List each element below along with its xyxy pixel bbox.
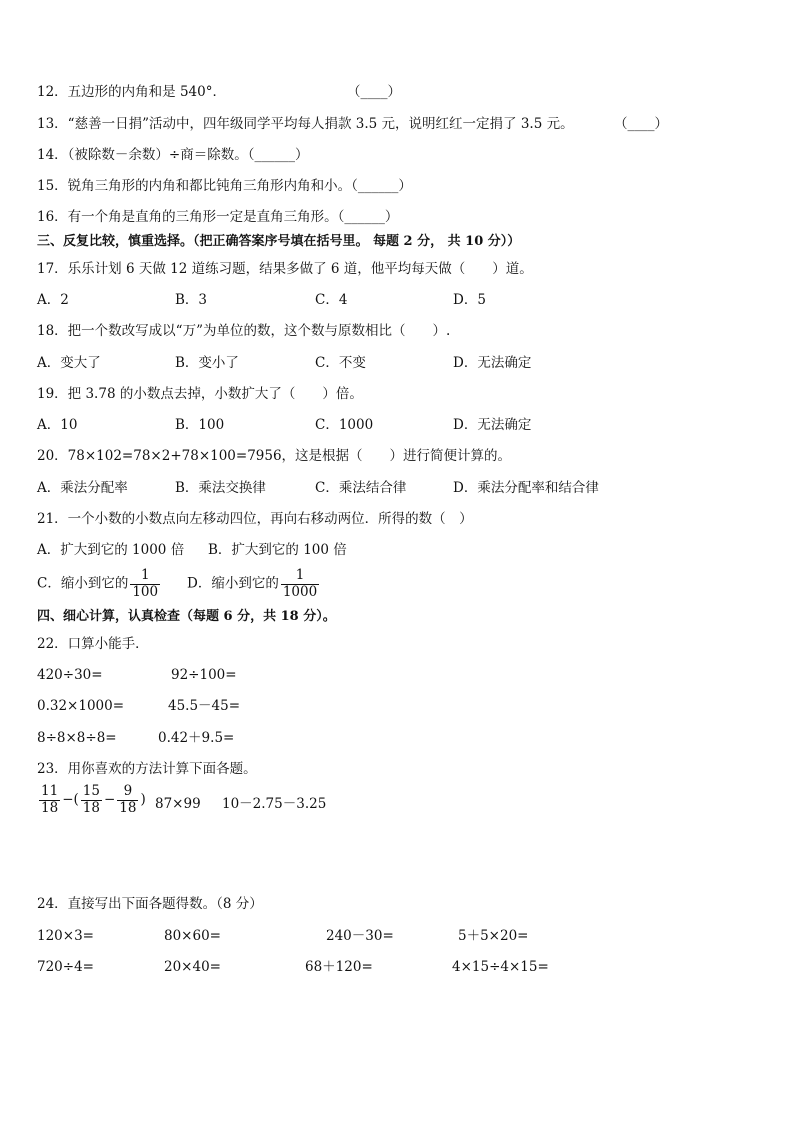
question-15: 15．锐角三角形的内角和都比钝角三角形内角和小。（______） (37, 178, 412, 194)
question-14: 14．（被除数－余数）÷商＝除数。（______） (37, 147, 309, 163)
option-21-c[interactable] (37, 568, 162, 600)
expression-23-3: 10－2.75－3.25 (222, 796, 327, 812)
section-4-title: 四、细心计算，认真检查（每题 6 分，共 18 分）。 (37, 609, 336, 624)
option-21-d-prefix: D．缩小到它的 (187, 575, 279, 592)
calc-22-3: 0.32×1000= (37, 698, 125, 714)
fraction-1-1000 (281, 568, 319, 600)
option-21-c-prefix: C．缩小到它的 (37, 575, 129, 592)
question-12 (37, 83, 226, 101)
section-3-title: 三、反复比较，慎重选择。（把正确答案序号填在括号里。 每题 2 分， 共 10 分）） (37, 234, 521, 249)
option-21-a[interactable]: A．扩大到它的 1000 倍 (37, 542, 185, 558)
fraction-numerator: 1 (130, 568, 160, 585)
option-21-b[interactable]: B．扩大到它的 100 倍 (208, 542, 347, 558)
option-18-a[interactable]: A．变大了 (37, 355, 101, 371)
fraction-numerator: 11 (41, 783, 59, 799)
option-17-c[interactable]: C．4 (315, 292, 348, 308)
expression-23-2: 87×99 (155, 796, 201, 812)
calc-24-3: 240－30= (326, 928, 394, 944)
question-19: 19．把 3.78 的小数点去掉，小数扩大了（ ）倍。 (37, 386, 363, 402)
question-16: 16．有一个角是直角的三角形一定是直角三角形。（______） (37, 209, 399, 225)
expression-23-1 (37, 784, 146, 816)
fraction-11-18 (39, 784, 60, 816)
fraction-denominator: 18 (119, 799, 137, 816)
fraction-denominator: 18 (41, 799, 59, 816)
question-17: 17．乐乐计划 6 天做 12 道练习题，结果多做了 6 道，他平均每天做（ ）道。 (37, 261, 533, 277)
calc-22-2: 92÷100= (171, 667, 237, 683)
calc-24-7: 68＋120= (305, 959, 373, 975)
question-23: 23．用你喜欢的方法计算下面各题。 (37, 761, 257, 777)
question-22: 22．口算小能手． (37, 636, 149, 652)
calc-24-2: 80×60= (164, 928, 221, 944)
question-13-text: 13．“慈善一日捐”活动中，四年级同学平均每人捐款 3.5 元，说明红红一定捐了 3.5 元。 (37, 116, 574, 132)
calc-24-8: 4×15÷4×15= (452, 959, 549, 975)
answer-blank-13[interactable]: （____） (614, 116, 668, 132)
fraction-denominator: 1000 (282, 583, 318, 600)
option-17-b[interactable]: B．3 (175, 292, 208, 308)
question-18: 18．把一个数改写成以“万”为单位的数，这个数与原数相比（ ）. (37, 323, 451, 339)
fraction-numerator: 1 (281, 568, 319, 585)
option-19-a[interactable]: A．10 (37, 417, 78, 433)
question-13 (37, 115, 574, 133)
option-19-d[interactable]: D．无法确定 (453, 417, 532, 433)
option-18-d[interactable]: D．无法确定 (453, 355, 532, 371)
fraction-numerator: 9 (117, 784, 138, 801)
option-18-b[interactable]: B．变小了 (175, 355, 239, 371)
calc-24-5: 720÷4= (37, 959, 94, 975)
option-19-b[interactable]: B．100 (175, 417, 225, 433)
question-20: 20．78×102=78×2+78×100=7956，这是根据（ ）进行简便计算的。 (37, 448, 512, 464)
calc-22-5: 8÷8×8÷8= (37, 730, 117, 746)
calc-22-1: 420÷30= (37, 667, 103, 683)
fraction-denominator: 18 (82, 799, 100, 816)
option-17-d[interactable]: D．5 (453, 292, 486, 308)
calc-24-1: 120×3= (37, 928, 94, 944)
option-20-d[interactable]: D．乘法分配率和结合律 (453, 480, 599, 496)
option-18-c[interactable]: C．不变 (315, 355, 366, 371)
calc-24-4: 5＋5×20= (458, 928, 529, 944)
calc-24-6: 20×40= (164, 959, 221, 975)
fraction-denominator: 100 (132, 583, 159, 600)
option-20-a[interactable]: A．乘法分配率 (37, 480, 128, 496)
option-21-d[interactable] (187, 568, 321, 600)
option-17-a[interactable]: A．2 (37, 292, 69, 308)
fraction-1-100 (130, 568, 160, 600)
operator-minus-open: −( (62, 791, 79, 808)
calc-22-6: 0.42＋9.5= (158, 730, 235, 746)
question-21: 21．一个小数的小数点向左移动四位，再向右移动两位．所得的数（ ） (37, 511, 473, 527)
fraction-numerator: 15 (82, 783, 100, 799)
close-paren: ) (140, 791, 146, 808)
fraction-15-18 (81, 784, 102, 816)
answer-blank-12[interactable]: （____） (347, 84, 401, 100)
question-24: 24．直接写出下面各题得数。（8 分） (37, 896, 263, 912)
option-19-c[interactable]: C．1000 (315, 417, 374, 433)
option-20-b[interactable]: B．乘法交换律 (175, 480, 266, 496)
option-20-c[interactable]: C．乘法结合律 (315, 480, 407, 496)
calc-22-4: 45.5－45= (168, 698, 241, 714)
operator-minus: − (103, 791, 116, 808)
question-12-text: 12．五边形的内角和是 540°． (37, 84, 226, 100)
fraction-9-18 (117, 784, 138, 816)
